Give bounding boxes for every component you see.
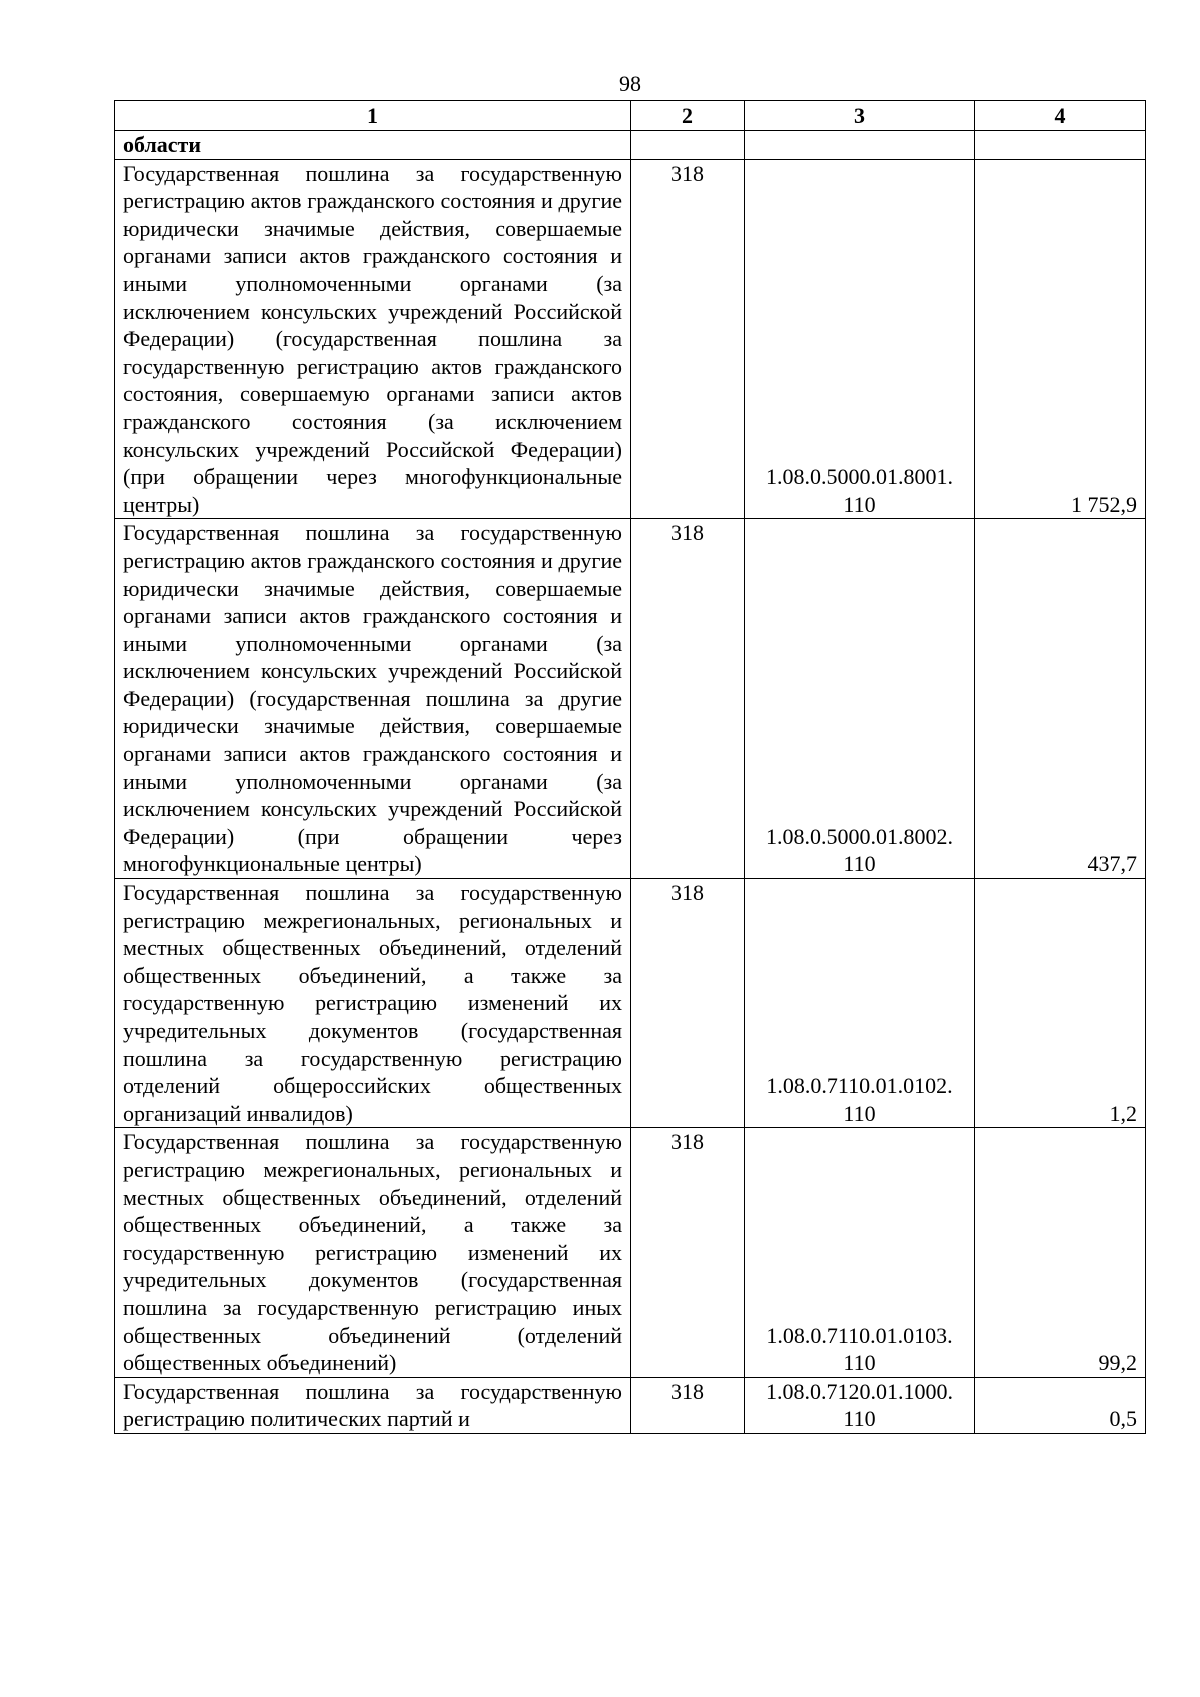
row-budget-code: 1.08.0.5000.01.8001. 110 — [745, 159, 975, 519]
header-col-3: 3 — [745, 101, 975, 131]
row-name: Государственная пошлина за государственную регистрацию актов гражданского состояния и другие юридически значимые действия, совершаемые органами записи актов гражданского состояния и иными уполномоченными органами (за исключением консульских учреждений Российской Федерации) (государственная пошлина за другие юридически значимые действия, совершаемые органами записи актов гражданского состояния и иными уполномоченными органами (за исключением консульских учреждений Российской Федерации) (при обращении через многофункциональные центры) — [115, 519, 631, 879]
header-col-1: 1 — [115, 101, 631, 131]
table-header-row — [115, 101, 1146, 131]
row-admin-code: 318 — [631, 159, 745, 519]
row-amount — [975, 131, 1146, 160]
row-name: Государственная пошлина за государственную регистрацию межрегиональных, региональных и местных общественных объединений, отделений общественных объединений, а также за государственную регистрацию изменений их учредительных документов (государственная пошлина за государственную регистрацию отделений общероссийских общественных организаций инвалидов) — [115, 879, 631, 1128]
row-amount: 0,5 — [975, 1377, 1146, 1433]
revenue-table — [114, 100, 1146, 1434]
table-row — [115, 1377, 1146, 1433]
row-admin-code: 318 — [631, 1377, 745, 1433]
header-col-4: 4 — [975, 101, 1146, 131]
row-budget-code: 1.08.0.7120.01.1000. 110 — [745, 1377, 975, 1433]
row-admin-code: 318 — [631, 1128, 745, 1377]
header-col-2: 2 — [631, 101, 745, 131]
table-row — [115, 131, 1146, 160]
row-admin-code: 318 — [631, 519, 745, 879]
row-name: области — [115, 131, 631, 160]
row-budget-code: 1.08.0.7110.01.0102. 110 — [745, 879, 975, 1128]
row-budget-code: 1.08.0.7110.01.0103. 110 — [745, 1128, 975, 1377]
row-budget-code: 1.08.0.5000.01.8002. 110 — [745, 519, 975, 879]
row-amount: 1,2 — [975, 879, 1146, 1128]
table-row — [115, 879, 1146, 1128]
row-name: Государственная пошлина за государственную регистрацию политических партий и — [115, 1377, 631, 1433]
page-number: 98 — [619, 71, 641, 96]
row-amount: 1 752,9 — [975, 159, 1146, 519]
table-row — [115, 519, 1146, 879]
row-name: Государственная пошлина за государственную регистрацию межрегиональных, региональных и местных общественных объединений, отделений общественных объединений, а также за государственную регистрацию изменений их учредительных документов (государственная пошлина за государственную регистрацию иных общественных объединений (отделений общественных объединений) — [115, 1128, 631, 1377]
table-row — [115, 159, 1146, 519]
table-row — [115, 1128, 1146, 1377]
row-amount: 99,2 — [975, 1128, 1146, 1377]
row-name: Государственная пошлина за государственную регистрацию актов гражданского состояния и другие юридически значимые действия, совершаемые органами записи актов гражданского состояния и иными уполномоченными органами (за исключением консульских учреждений Российской Федерации) (государственная пошлина за государственную регистрацию актов гражданского состояния, совершаемую органами записи актов гражданского состояния (за исключением консульских учреждений Российской Федерации) (при обращении через многофункциональные центры) — [115, 159, 631, 519]
row-admin-code — [631, 131, 745, 160]
row-amount: 437,7 — [975, 519, 1146, 879]
row-admin-code: 318 — [631, 879, 745, 1128]
row-budget-code — [745, 131, 975, 160]
